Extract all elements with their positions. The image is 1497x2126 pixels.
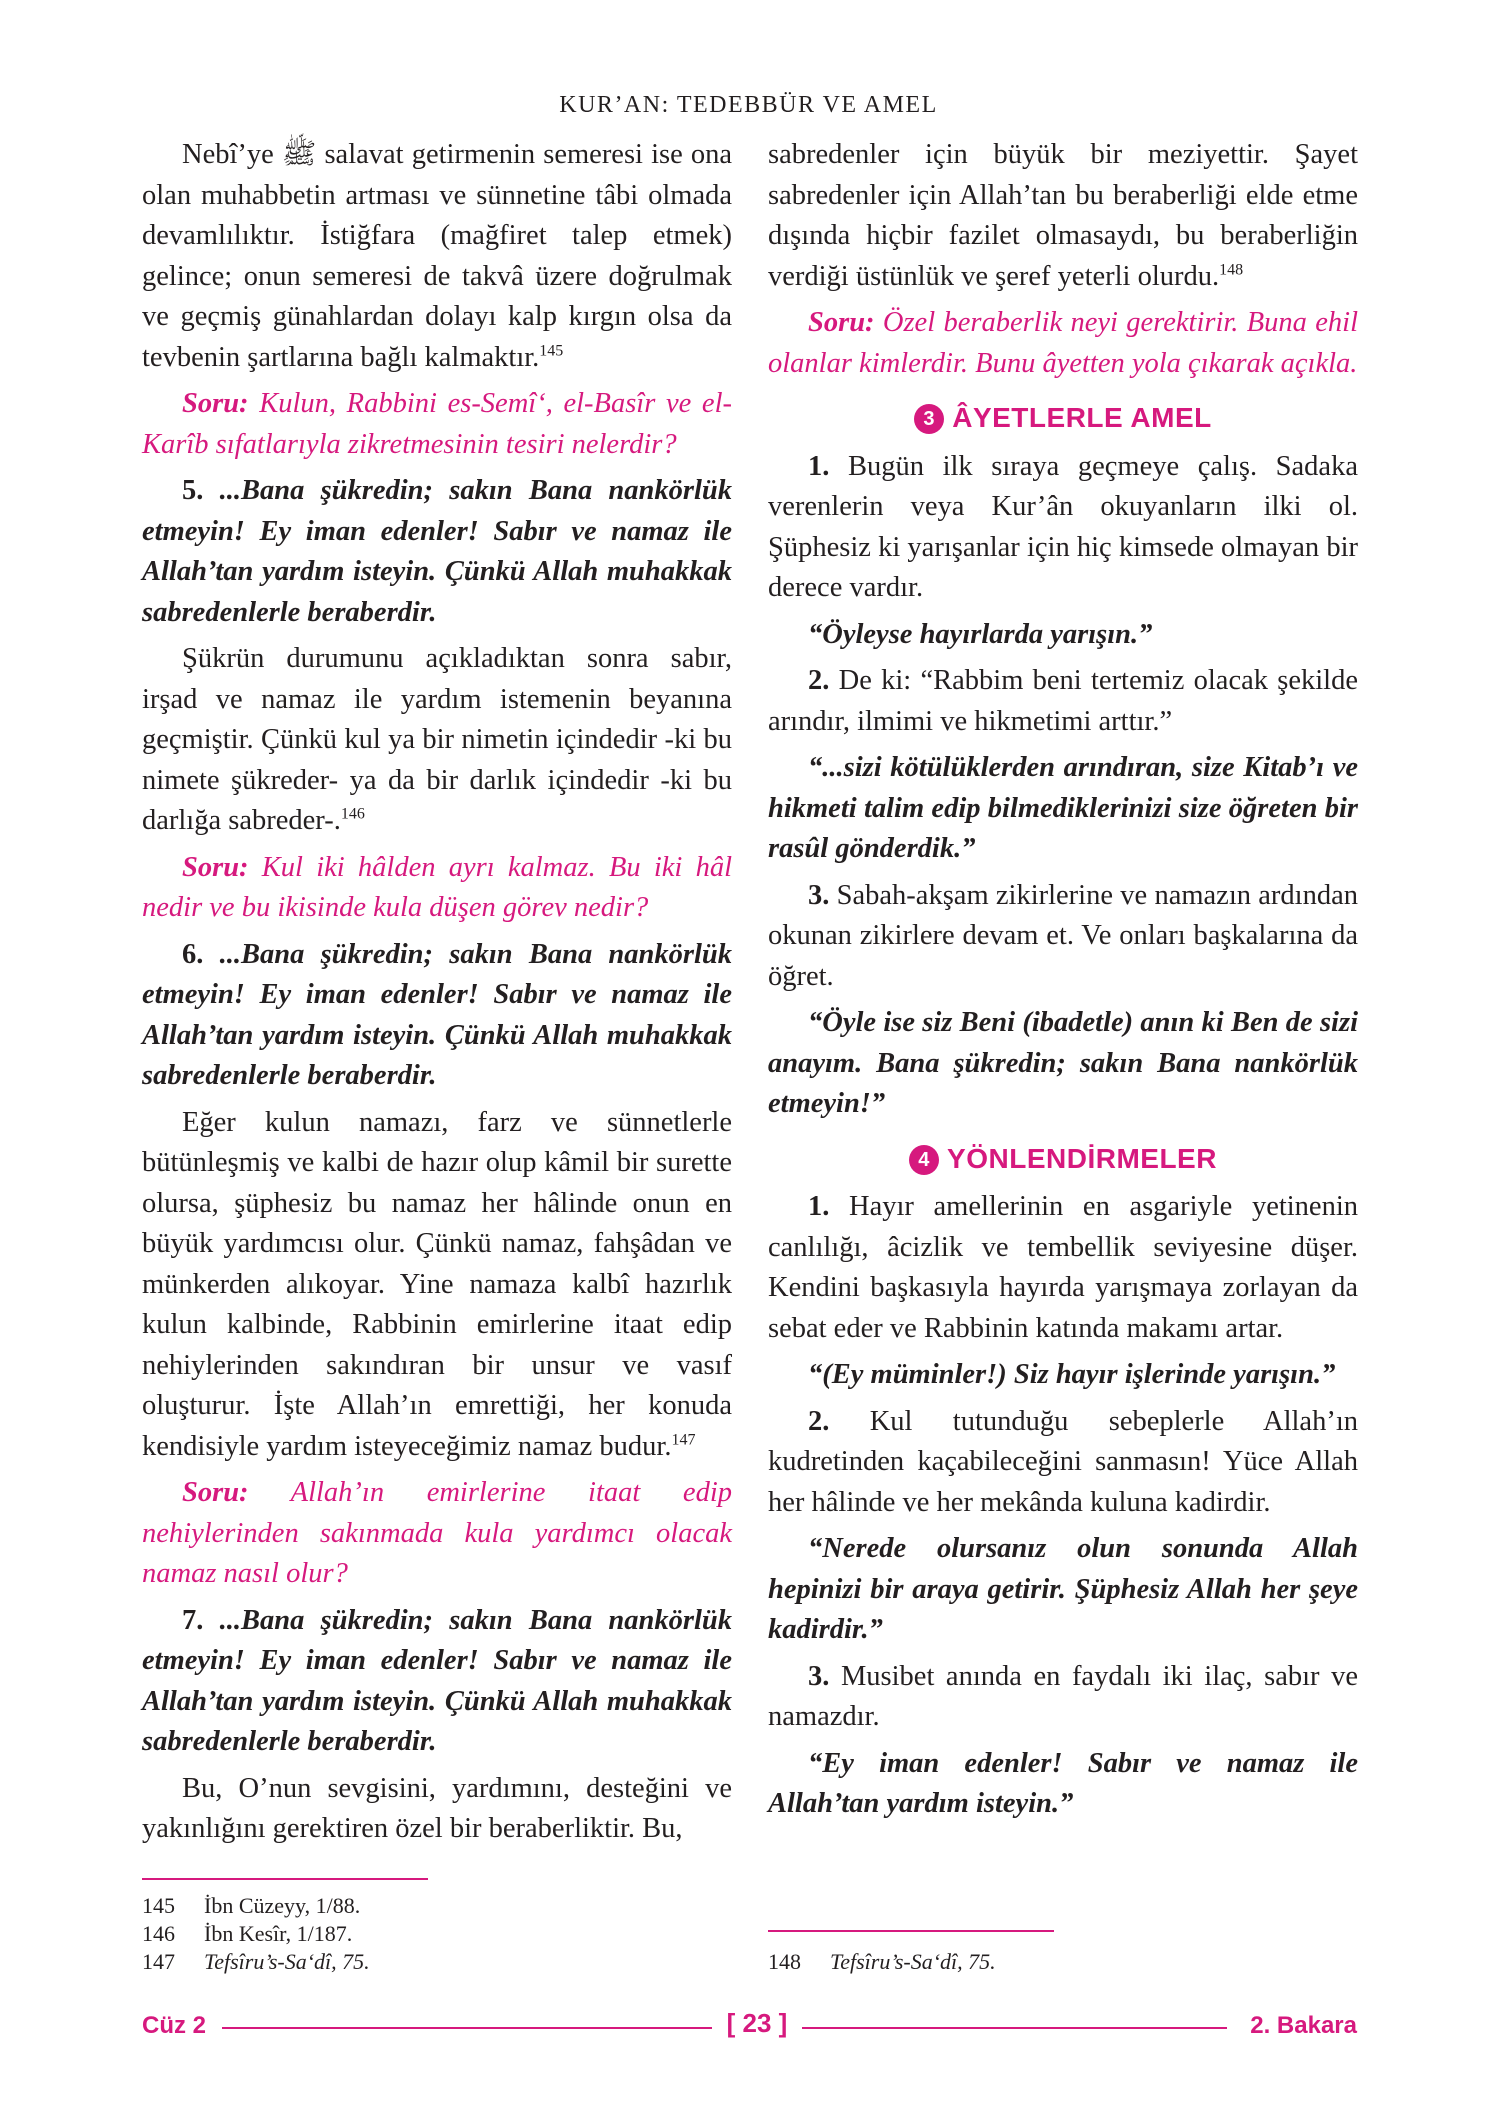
footnote-ref[interactable]: 145: [539, 342, 564, 359]
section-heading-4: 4 YÖNLENDİRMELER: [768, 1139, 1358, 1180]
question: Soru: Kul iki hâlden ayrı kalmaz. Bu iki hâl nedir ve bu ikisinde kula düşen görev nedir?: [142, 851, 732, 923]
list-item: 3. Musibet anında en faydalı iki ilaç, sabır ve namazdır.: [768, 1660, 1358, 1732]
footnote-rule: [142, 1878, 428, 1880]
verse: 7. ...Bana şükredin; sakın Bana nankörlük etmeyin! Ey iman edenler! Sabır ve namaz ile Allah’tan yardım isteyin. Çünkü Allah muhakkak sabredenlerle beraberdir.: [142, 1604, 732, 1757]
footnote-ref[interactable]: 147: [671, 1431, 696, 1448]
verse-quote: “Öyleyse hayırlarda yarışın.”: [808, 618, 1153, 650]
section-number-badge: 4: [909, 1145, 939, 1175]
verse-quote: “...sizi kötülüklerden arındıran, size Kitab’ı ve hikmeti talim edip bilmediklerinizi size öğreten bir rasûl gönderdik.”: [768, 752, 1358, 864]
list-item: 3. Sabah-akşam zikirlerine ve namazın ardından okunan zikirlere devam et. Ve onları başkalarına da öğret.: [768, 879, 1358, 992]
juz-label: Cüz 2: [142, 2012, 207, 2039]
verse-quote: “(Ey müminler!) Siz hayır işlerinde yarışın.”: [808, 1359, 1336, 1390]
paragraph: Nebî’ye ﷺ salavat getirmenin semeresi ise ona olan muhabbetin artması ve sünnetine tâbi olmada devamlılıktır. İstiğfara (mağfiret talep etmek) gelince; onun semeresi de takvâ üzere doğrulmak ve geçmiş günahlardan dolayı kalp kırgın olsa da tevbenin şartlarına bağlı kalmaktır.$^{145}$: [142, 139, 732, 373]
footnotes-left: [142, 1892, 370, 1976]
verse-quote: “Öyle ise siz Beni (ibadetle) anın ki Ben de sizi anayım. Bana şükredin; sakın Bana nankörlük etmeyin!”: [768, 1007, 1358, 1119]
footnote: 147 Tefsîru’s-Sa‘dî, 75.: [142, 1949, 370, 1974]
section-heading-3: 3 ÂYETLERLE AMEL: [768, 398, 1358, 439]
footer-rule: [222, 2027, 712, 2029]
verse: 5. ...Bana şükredin; sakın Bana nankörlük etmeyin! Ey iman edenler! Sabır ve namaz ile Allah’tan yardım isteyin. Çünkü Allah muhakkak sabredenlerle beraberdir.: [142, 475, 732, 628]
paragraph: sabredenler için büyük bir meziyettir. Şayet sabredenler için Allah’tan bu beraberliği elde etme dışında hiçbir fazilet olmasaydı, bu beraberliğin verdiği üstünlük ve şeref yeterli olurdu.$^{148}$: [768, 139, 1358, 292]
footnote-ref[interactable]: 148: [1219, 261, 1244, 278]
list-item: 1. Bugün ilk sıraya geçmeye çalış. Sadaka verenlerin veya Kur’ân okuyanların ilki ol. Şüphesiz ki yarışanlar için hiç kimsede olmayan bir derece vardır.: [768, 450, 1358, 603]
verse: 6. ...Bana şükredin; sakın Bana nankörlük etmeyin! Ey iman edenler! Sabır ve namaz ile Allah’tan yardım isteyin. Çünkü Allah muhakkak sabredenlerle beraberdir.: [142, 938, 732, 1091]
left-column: [142, 135, 732, 1856]
footnote: 148 Tefsîru’s-Sa‘dî, 75.: [768, 1949, 996, 1974]
footnote: 146 İbn Kesîr, 1/187.: [142, 1921, 353, 1946]
question: Soru: Allah’ın emirlerine itaat edip nehiylerinden sakınmada kula yardımcı olacak namaz nasıl olur?: [142, 1477, 732, 1589]
page-footer: [142, 2008, 1357, 2048]
footnotes-right: [768, 1948, 996, 1976]
list-item: 2. Kul tutunduğu sebeplerle Allah’ın kudretinden kaçabileceğini sanmasın! Yüce Allah her hâlinde ve her mekânda kuluna kadirdir.: [768, 1405, 1358, 1518]
footnote-rule: [768, 1930, 1054, 1932]
running-head: KUR’AN: TEDEBBÜR VE AMEL: [559, 92, 938, 118]
footnote-ref[interactable]: 146: [340, 805, 365, 823]
footer-rule: [802, 2027, 1227, 2029]
list-item: 2. De ki: “Rabbim beni tertemiz olacak şekilde arındır, ilmimi ve hikmetimi arttır.”: [768, 665, 1358, 737]
page-number: [ 23 ]: [726, 2008, 788, 2038]
paragraph: Bu, O’nun sevgisini, yardımını, desteğini ve yakınlığını gerektiren özel bir beraberliktir. Bu,: [142, 1772, 732, 1844]
right-column: [768, 135, 1358, 1831]
paragraph: Şükrün durumunu açıkladıktan sonra sabır, irşad ve namaz ile yardım istemenin beyanına geçmiştir. Çünkü kul ya bir nimetin içindedir -ki bu nimete şükreder- ya da bir darlık içindedir -ki bu darlığa sabreder-.$^{146}$: [142, 643, 732, 836]
question: Soru: Özel beraberlik neyi gerektirir. Buna ehil olanlar kimlerdir. Bunu âyetten yola çıkarak açıkla.: [768, 307, 1358, 379]
verse-quote: “Ey iman edenler! Sabır ve namaz ile Allah’tan yardım isteyin.”: [768, 1747, 1358, 1819]
paragraph: Eğer kulun namazı, farz ve sünnetlerle bütünleşmiş ve kalbi de hazır olup kâmil bir surette olursa, şüphesiz bu namaz her hâlinde onun en büyük yardımcısı olur. Çünkü namaz, fahşâdan ve münkerden alıkoyar. Yine namaza kalbî hazırlık kulun kalbinde, Rabbinin emirlerine itaat edip nehiylerinden sakındıran bir unsur ve vasıf oluşturur. İşte Allah’ın emrettiği, her konuda kendisiyle yardım isteyeceğimiz namaz budur.$^{147}$: [142, 1106, 732, 1462]
sura-label: 2. Bakara: [1250, 2012, 1357, 2039]
footnote: 145 İbn Cüzeyy, 1/88.: [142, 1893, 361, 1918]
question: Soru: Kulun, Rabbini es-Semî‘, el-Basîr ve el-Karîb sıfatlarıyla zikretmesinin tesiri nelerdir?: [142, 388, 732, 460]
section-number-badge: 3: [914, 404, 944, 434]
list-item: 1. Hayır amellerinin en asgariyle yetinenin canlılığı, âcizlik ve tembellik seviyesine düşer. Kendini başkasıyla hayırda yarışmaya zorlayan da sebat eder ve Rabbinin katında makamı artar.: [768, 1191, 1358, 1344]
verse-quote: “Nerede olursanız olun sonunda Allah hepinizi bir araya getirir. Şüphesiz Allah her şeye kadirdir.”: [768, 1533, 1358, 1645]
